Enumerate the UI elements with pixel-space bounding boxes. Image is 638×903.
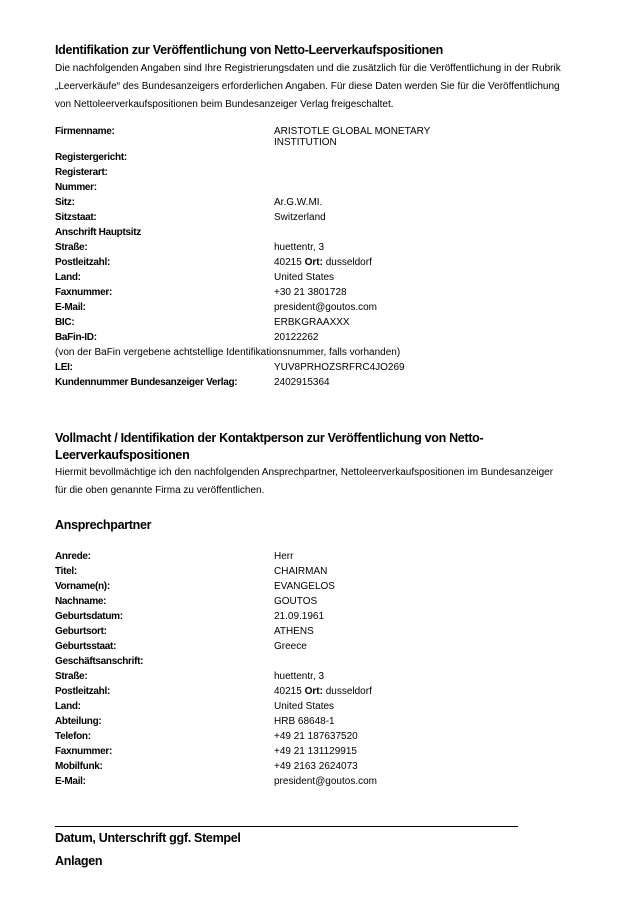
titel-value: CHAIRMAN: [274, 566, 328, 577]
bafin-id-value: 20122262: [274, 332, 319, 343]
land-value: United States: [274, 272, 335, 283]
row-contact-strasse: [55, 669, 615, 684]
row-contact-email: [55, 774, 615, 789]
intro-line-1: Die nachfolgenden Angaben sind Ihre Registrierungsdaten und die zusätzlich für die Veröffentlichung in der Rubrik: [55, 63, 561, 74]
row-geschaeftsanschrift: [55, 654, 615, 669]
intro-line-2: „Leerverkäufe“ des Bundesanzeigers erforderlichen Angaben. Für diese Daten werden Sie für die Veröffentlichung: [55, 81, 560, 92]
row-abteilung: [55, 714, 615, 729]
signature-label: Datum, Unterschrift ggf. Stempel: [55, 831, 241, 845]
email-value: president@goutos.com: [274, 302, 377, 313]
contact-strasse-value: huettentr, 3: [274, 671, 325, 682]
contact-ort-label: Ort:: [304, 686, 323, 697]
anschrift-hauptsitz-label: Anschrift Hauptsitz: [55, 227, 141, 238]
strasse-value: huettentr, 3: [274, 242, 325, 253]
row-nachname: [55, 594, 615, 609]
geburtsdatum-value: 21.09.1961: [274, 611, 325, 622]
bic-label: BIC:: [55, 317, 75, 328]
vollmacht-line-1: Hiermit bevollmächtige ich den nachfolgenden Ansprechpartner, Nettoleerverkaufspositionen im Bundesanzeiger: [55, 467, 554, 478]
strasse-label: Straße:: [55, 242, 88, 253]
mobilfunk-label: Mobilfunk:: [55, 761, 103, 772]
row-faxnummer: [55, 285, 615, 300]
vorname-label: Vorname(n):: [55, 581, 110, 592]
geburtsstaat-label: Geburtsstaat:: [55, 641, 117, 652]
lei-label: LEI:: [55, 362, 73, 373]
postleitzahl-label: Postleitzahl:: [55, 257, 110, 268]
faxnummer-label: Faxnummer:: [55, 287, 113, 298]
titel-label: Titel:: [55, 566, 77, 577]
sitzstaat-value: Switzerland: [274, 212, 326, 223]
telefon-value: +49 21 187637520: [274, 731, 358, 742]
row-sitzstaat: [55, 210, 615, 225]
section-title-identifikation: Identifikation zur Veröffentlichung von Netto-Leerverkaufspositionen: [55, 43, 443, 57]
row-mobilfunk: [55, 759, 615, 774]
telefon-label: Telefon:: [55, 731, 91, 742]
ort-label: Ort:: [304, 257, 323, 268]
geburtsstaat-value: Greece: [274, 641, 307, 652]
row-anrede: [55, 549, 615, 564]
geburtsort-value: ATHENS: [274, 626, 314, 637]
row-firmenname: [55, 124, 615, 152]
bafin-id-note: (von der BaFin vergebene achtstellige Identifikationsnummer, falls vorhanden): [55, 347, 401, 358]
anrede-label: Anrede:: [55, 551, 91, 562]
row-sitz: [55, 195, 615, 210]
row-telefon: [55, 729, 615, 744]
contact-email-value: president@goutos.com: [274, 776, 377, 787]
row-anschrift-hauptsitz: [55, 225, 615, 240]
row-postleitzahl: [55, 255, 615, 270]
contact-land-value: United States: [274, 701, 335, 712]
lei-value: YUV8PRHOZSRFRC4JO269: [274, 362, 405, 373]
vorname-value: EVANGELOS: [274, 581, 335, 592]
row-contact-faxnummer: [55, 744, 615, 759]
faxnummer-value: +30 21 3801728: [274, 287, 347, 298]
registergericht-label: Registergericht:: [55, 152, 127, 163]
email-label: E-Mail:: [55, 302, 86, 313]
signature-line: [55, 826, 518, 827]
contact-faxnummer-value: +49 21 131129915: [274, 746, 357, 757]
row-kundennummer: [55, 375, 615, 390]
bafin-id-label: BaFin-ID:: [55, 332, 97, 343]
contact-postleitzahl-value: 40215: [274, 686, 302, 697]
row-vorname: [55, 579, 615, 594]
vollmacht-line-2: für die oben genannte Firma zu veröffentlichen.: [55, 485, 265, 496]
registerart-label: Registerart:: [55, 167, 108, 178]
section-title-ansprechpartner: Ansprechpartner: [55, 518, 152, 532]
row-nummer: [55, 180, 615, 195]
intro-paragraph: [55, 60, 610, 114]
contact-strasse-label: Straße:: [55, 671, 88, 682]
row-contact-postleitzahl: [55, 684, 615, 699]
land-label: Land:: [55, 272, 81, 283]
sitz-label: Sitz:: [55, 197, 75, 208]
row-bafin-id: [55, 330, 615, 345]
row-registerart: [55, 165, 615, 180]
row-geburtsstaat: [55, 639, 615, 654]
row-geburtsort: [55, 624, 615, 639]
geburtsdatum-label: Geburtsdatum:: [55, 611, 123, 622]
anlagen-label: Anlagen: [55, 854, 103, 868]
contact-postleitzahl-label: Postleitzahl:: [55, 686, 110, 697]
contact-land-label: Land:: [55, 701, 81, 712]
row-bic: [55, 315, 615, 330]
section-title-vollmacht-line-2: Leerverkaufspositionen: [55, 448, 190, 462]
abteilung-value: HRB 68648-1: [274, 716, 335, 727]
contact-faxnummer-label: Faxnummer:: [55, 746, 113, 757]
row-land: [55, 270, 615, 285]
row-titel: [55, 564, 615, 579]
kundennummer-value: 2402915364: [274, 377, 330, 388]
row-registergericht: [55, 150, 615, 165]
mobilfunk-value: +49 2163 2624073: [274, 761, 358, 772]
bic-value: ERBKGRAAXXX: [274, 317, 350, 328]
firmenname-label: Firmenname:: [55, 126, 115, 137]
contact-email-label: E-Mail:: [55, 776, 86, 787]
geburtsort-label: Geburtsort:: [55, 626, 107, 637]
ort-value: dusseldorf: [325, 257, 372, 268]
contact-ort-value: dusseldorf: [325, 686, 372, 697]
postleitzahl-ort-value: [274, 255, 372, 270]
vollmacht-paragraph: [55, 464, 610, 500]
row-contact-land: [55, 699, 615, 714]
sitzstaat-label: Sitzstaat:: [55, 212, 97, 223]
nummer-label: Nummer:: [55, 182, 97, 193]
row-geburtsdatum: [55, 609, 615, 624]
row-lei: [55, 360, 615, 375]
intro-line-3: von Nettoleerverkaufspositionen beim Bundesanzeiger Verlag freigeschaltet.: [55, 99, 394, 110]
kundennummer-label: Kundennummer Bundesanzeiger Verlag:: [55, 377, 238, 388]
contact-postleitzahl-ort-value: [274, 684, 372, 699]
postleitzahl-value: 40215: [274, 257, 302, 268]
firmenname-value: ARISTOTLE GLOBAL MONETARY INSTITUTION: [274, 126, 431, 148]
abteilung-label: Abteilung:: [55, 716, 102, 727]
geschaeftsanschrift-label: Geschäftsanschrift:: [55, 656, 144, 667]
row-strasse: [55, 240, 615, 255]
section-title-vollmacht-line-1: Vollmacht / Identifikation der Kontaktperson zur Veröffentlichung von Netto-: [55, 431, 484, 445]
nachname-label: Nachname:: [55, 596, 107, 607]
row-email: [55, 300, 615, 315]
anrede-value: Herr: [274, 551, 294, 562]
nachname-value: GOUTOS: [274, 596, 318, 607]
sitz-value: Ar.G.W.MI.: [274, 197, 323, 208]
